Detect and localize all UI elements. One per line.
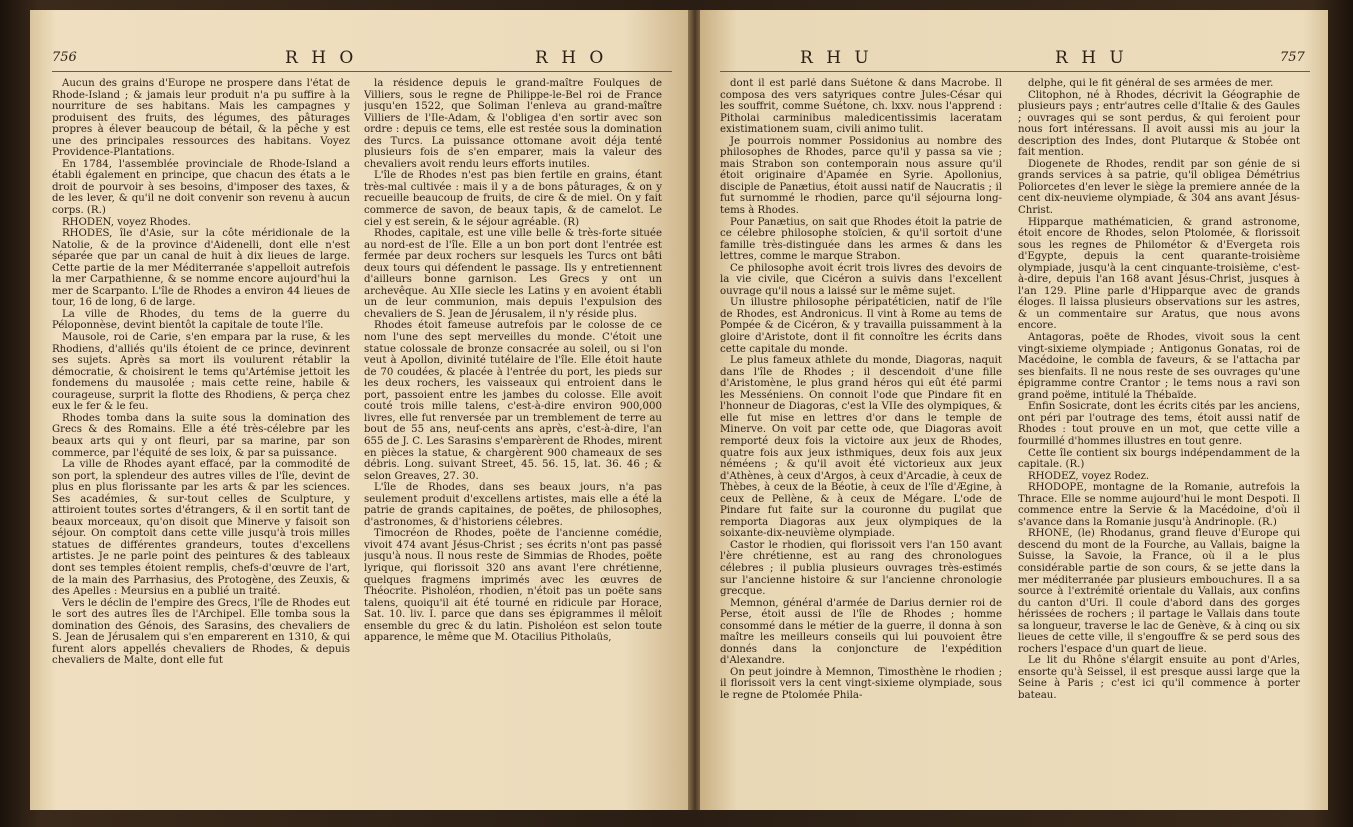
right-page-number: 757: [1280, 50, 1305, 65]
left-column-2: [364, 78, 662, 788]
paragraph: Rhodes étoit fameuse autrefois par le colosse de ce nom l'une des sept merveilles du monde. C'étoit une statue colossale de bronze consacrée au soleil, ou si l'on veut à Apollon, divinité tutélaire de l'île. Elle étoit haute de 70 coudées, & placée à l'entrée du port, les pieds sur les deux rochers, les vaisseaux qui entroient dans le port, passoient entre les jambes du colosse. Elle avoit couté trois mille talens, c'est-à-dire environ 900,000 livres, elle fut renversée par un tremblement de terre au bout de 55 ans, neuf-cents ans après, c'est-à-dire, l'an 655 de J. C. Les Sarasins s'emparèrent de Rhodes, mirent en pièces la statue, & chargèrent 900 chameaux de ses débris. Long. suivant Street, 45. 56. 15, lat. 36. 46 ; & selon Greaves, 27. 30.: [364, 320, 662, 482]
paragraph: L'île de Rhodes, dans ses beaux jours, n'a pas seulement produit d'excellens artistes, mais elle a été la patrie de grands capitaines, de poëtes, de philosophes, d'astronomes, & d'historiens célebres.: [364, 482, 662, 528]
right-running-head-1: R H U: [800, 48, 873, 68]
paragraph: Un illustre philosophe péripatéticien, natif de l'île de Rhodes, est Andronicus. Il vint à Rome au tems de Pompée & de Cicéron, & y travailla puissamment à la gloire d'Aristote, dont il fit connoître les écrits dans cette capitale du monde.: [720, 297, 1002, 355]
paragraph: Vers le déclin de l'empire des Grecs, l'île de Rhodes eut le sort des autres îles de l'Archipel. Elle tomba sous la domination des Génois, des Sarasins, des chevaliers de S. Jean de Jérusalem qui s'en emparerent en 1310, & qui furent alors appellés chevaliers de Rhodes, & depuis chevaliers de Malte, dont elle fut: [52, 597, 350, 667]
paragraph: Memnon, général d'armée de Darius dernier roi de Perse, étoit aussi de l'île de Rhodes ; homme consommé dans le métier de la guerre, il donna à son maître les meilleurs conseils qui lui pouvoient être donnés dans la conjoncture de l'expédition d'Alexandre.: [720, 597, 1002, 667]
paragraph: RHODEZ, voyez Rodez.: [1028, 470, 1150, 482]
paragraph: La ville de Rhodes ayant effacé, par la commodité de son port, la splendeur des autres villes de l'île, devint de plus en plus florissante par les arts & par les sciences. Ses académies, & sur-tout celles de Sculpture, y attiroient toutes sortes d'étrangers, & il en sortit tant de beaux morceaux, qu'on disoit que Minerve y faisoit son séjour. On comptoit dans cette ville jusqu'à trois milles statues de différentes grandeurs, toutes d'excellens artistes. Je ne parle point des peintures & des tableaux dont ses temples étoient remplis, chefs-d'œuvre de l'art, de la main des Parrhasius, des Protogène, des Zeuxis, & des Apelles : Meursius en a publié un traité.: [52, 459, 350, 598]
paragraph: Clitophon, né à Rhodes, décrivit la Géographie de plusieurs pays ; entr'autres celle d'Italie & des Gaules ; ouvrages qui se sont perdus, & qui feroient pour nous fort intéressans. Il avoit aussi mis au jour la description des Indes, dont Plutarque & Stobée ont fait mention.: [1018, 89, 1300, 159]
paragraph: Pour Panætius, on sait que Rhodes étoit la patrie de ce célebre philosophe stoïcien, & qu'il sortoit d'une famille très-distinguée dans les armes & dans les lettres, comme le marque Strabon.: [720, 216, 1002, 263]
left-page: [30, 10, 690, 810]
paragraph: Enfin Sosicrate, dont les écrits cités par les anciens, ont péri par l'outrage des tems, étoit aussi natif de Rhodes : tout prouve en un mot, que cette ville a fourmillé d'hommes illustres en tout genre.: [1018, 401, 1300, 447]
right-running-head-2: R H U: [1055, 48, 1128, 68]
right-column-2: [1018, 78, 1300, 788]
paragraph: En 1784, l'assemblée provinciale de Rhode-Island a établi également en principe, que chacun des états a le droit de pourvoir à ses besoins, d'imposer des taxes, & de les lever, & qu'il ne doit convenir son revenu à aucun corps. (R.): [52, 158, 350, 217]
left-running-head-1: R H O: [285, 48, 358, 68]
paragraph: Diogenete de Rhodes, rendit par son génie de si grands services à sa patrie, qu'il obligea Démétrius Poliorcetes d'en lever le siège la premiere année de la cent dix-neuvieme olympiade, & 304 ans avant Jésus-Christ.: [1018, 158, 1300, 217]
left-running-head-2: R H O: [535, 48, 608, 68]
paragraph: Hipparque mathématicien, & grand astronome, étoit encore de Rhodes, selon Ptolomée, & florissoit sous les regnes de Philométor & d'Evergeta rois d'Egypte, depuis la cent quarante-troisième olympiade, jusqu'à la cent cinquante-troisième, c'est-à-dire, depuis l'an 168 avant Jésus-Christ, jusques à l'an 129. Pline parle d'Hipparque avec de grands éloges. Il laissa plusieurs observations sur les astres, & un commentaire sur Aratus, que nous avons encore.: [1018, 216, 1300, 332]
paragraph: delphe, qui le fit général de ses armées de mer.: [1028, 78, 1274, 89]
paragraph: Rhodes tomba dans la suite sous la domination des Grecs & des Romains. Elle a été très-célebre par les beaux arts qui y ont fleuri, par sa marine, par son commerce, par l'équité de ses loix, & par sa puissance.: [52, 412, 350, 459]
paragraph: Le plus fameux athlete du monde, Diagoras, naquit dans l'île de Rhodes ; il descendoit d'une fille d'Aristomène, le plus grand héros qui eût été parmi les Messéniens. On connoit l'ode que Pindare fit en l'honneur de Diagoras, c'est la VIIe des olympiques, & elle fut mise en lettres d'or dans le temple de Minerve. On voit par cette ode, que Diagoras avoit remporté deux fois la victoire aux jeux de Rhodes, quatre fois aux jeux isthmiques, deux fois aux jeux néméens ; & qu'il avoit été victorieux aux jeux d'Athènes, à ceux d'Argos, à ceux d'Arcadie, à ceux de Thèbes, à ceux de la Béotie, à ceux de l'île d'Ægine, à ceux de Pellène, & à ceux de Mégare. L'ode de Pindare fut faite sur la couronne du pugilat que remporta Diagoras aux jeux olympiques de la soixante-dix-neuvième olympiade.: [720, 355, 1002, 540]
right-page: [700, 10, 1328, 810]
paragraph: On peut joindre à Memnon, Timosthène le rhodien ; il florissoit vers la cent vingt-sixieme olympiade, sous le regne de Ptolomée Phila-: [720, 666, 1002, 701]
paragraph: Je pourrois nommer Possidonius au nombre des philosophes de Rhodes, parce qu'il y passa sa vie ; mais Strabon son contemporain nous assure qu'il étoit originaire d'Apamée en Syrie. Apollonius, disciple de Panætius, étoit aussi natif de Naucratis ; il fut surnommé le rhodien, parce qu'il séjourna long-tems à Rhodes.: [720, 135, 1002, 217]
right-column-1: [720, 78, 1002, 788]
paragraph: Aucun des grains d'Europe ne prospere dans l'état de Rhode-Island ; & jamais leur produit n'a pu suffire à la nourriture de ses habitans. Mais les campagnes y produisent des fruits, des légumes, des pâturages propres à élever beaucoup de bétail, & la pêche y est une des principales ressources des habitans. Voyez Providence-Plantations.: [52, 78, 350, 159]
paragraph: L'île de Rhodes n'est pas bien fertile en grains, étant très-mal cultivée : mais il y a de bons pâturages, & on y recueille beaucoup de fruits, de cire & de miel. On y fait commerce de savon, de beaux tapis, & de camelot. Le ciel y est serein, & le séjour agréable. (R): [364, 170, 662, 228]
paragraph: Rhodes, capitale, est une ville belle & très-forte située au nord-est de l'île. Elle a un bon port dont l'entrée est fermée par deux rochers sur lesquels les Turcs ont bâti deux tours qui défendent le passage. Ils y entretiennent d'ailleurs bonne garnison. Les Grecs y ont un archevêque. Au XIIe siecle les Latins y en avoient établi un de leur communion, mais depuis l'expulsion des chevaliers de S. Jean de Jérusalem, il n'y réside plus.: [364, 228, 662, 320]
header-rule: [720, 71, 1310, 72]
paragraph: Le lit du Rhône s'élargit ensuite au pont d'Arles, ensorte qu'à Seissel, il est presque aussi large que la Seine à Paris ; c'est ici qu'il commence à porter bateau.: [1018, 655, 1300, 701]
paragraph: La ville de Rhodes, du tems de la guerre du Péloponnèse, devint bientôt la capitale de toute l'île.: [52, 308, 350, 332]
paragraph: RHODOPE, montagne de la Romanie, autrefois la Thrace. Elle se nomme aujourd'hui le mont Despoti. Il commence entre la Servie & la Macédoine, d'où il s'avance dans la Romanie jusqu'à Andrinople. (R.): [1018, 482, 1300, 528]
left-column-1: [52, 78, 350, 788]
left-page-number: 756: [52, 50, 77, 65]
header-rule: [52, 71, 672, 72]
paragraph: Castor le rhodien, qui florissoit vers l'an 150 avant l'ère chrétienne, est au rang des chronologues célebres ; il publia plusieurs ouvrages très-estimés sur l'ancienne histoire & sur l'ancienne chronologie grecque.: [720, 539, 1002, 598]
paragraph: dont il est parlé dans Suétone & dans Macrobe. Il composa des vers satyriques contre Jules-César qui les souffrit, comme Suétone, ch. lxxv. nous l'apprend : Pitholai carminibus maledicentissimis laceratam existimationem suam, civili animo tulit.: [720, 78, 1002, 136]
paragraph: Antagoras, poëte de Rhodes, vivoit sous la cent vingt-sixieme olympiade ; Antigonus Gonatas, roi de Macédoine, le combla de faveurs, & se l'attacha par ses bienfaits. Il ne nous reste de ses ouvrages qu'une épigramme contre Crantor ; le tems nous a ravi son grand poëme, intitulé la Thébaïde.: [1018, 332, 1300, 401]
paragraph: RHODEN, voyez Rhodes.: [62, 216, 191, 228]
paragraph: Cette île contient six bourgs indépendamment de la capitale. (R.): [1018, 447, 1300, 471]
paragraph: Ce philosophe avoit écrit trois livres des devoirs de la vie civile, que Cicéron a suivis dans l'excellent ouvrage qu'il nous a laissé sur le même sujet.: [720, 262, 1002, 297]
paragraph: la résidence depuis le grand-maître Foulques de Villiers, sous le regne de Philippe-le-Bel roi de France jusqu'en 1522, que Soliman l'enleva au grand-maître Villiers de l'Ile-Adam, & l'obligea d'en sortir avec son ordre : depuis ce tems, elle est restée sous la domination des Turcs. La puissance ottomane avoit déja tenté plusieurs fois de s'en emparer, mais la valeur des chevaliers avoit rendu leurs efforts inutiles.: [364, 78, 662, 170]
paragraph: Mausole, roi de Carie, s'en empara par la ruse, & les Rhodiens, d'alliés qu'ils étoient de ce prince, devinrent ses sujets. Après sa mort ils voulurent rétablir la démocratie, & choisirent le tems qu'Artémise jettoit les fondemens du mausolée ; mais cette reine, habile & courageuse, surprit la flotte des Rhodiens, & perça chez eux le fer & le feu.: [52, 332, 350, 413]
paragraph: RHODES, île d'Asie, sur la côte méridionale de la Natolie, & de la province d'Aidenelli, dont elle n'est séparée que par un canal de huit à dix lieues de large. Cette partie de la mer Méditerranée s'appelloit autrefois la mer Carpathienne, & se nomme encore aujourd'hui la mer de Scarpanto. L'île de Rhodes a environ 44 lieues de tour, 16 de long, 6 de large.: [52, 228, 350, 309]
paragraph: RHONE, (le) Rhodanus, grand fleuve d'Europe qui descend du mont de la Fourche, au Vallais, baigne la Suisse, la Savoie, la France, où il a le plus considérable partie de son cours, & se jette dans la mer méditerranée par plusieurs embouchures. Il a sa source à l'extrémité orientale du Vallais, aux confins du canton d'Uri. Il coule d'abord dans des gorges hérissées de rochers ; il partage le Vallais dans toute sa longueur, traverse le lac de Genève, & à cinq ou six lieues de cette ville, il s'engouffre & se perd sous des rochers l'espace d'un quart de lieue.: [1018, 528, 1300, 655]
paragraph: Timocréon de Rhodes, poëte de l'ancienne comédie, vivoit 474 avant Jésus-Christ ; ses écrits n'ont pas passé jusqu'à nous. Il nous reste de Simmias de Rhodes, poëte lyrique, qui florissoit 320 ans avant l'ere chrétienne, quelques fragmens imprimés avec les œuvres de Théocrite. Pisholéon, rhodien, n'étoit pas un poëte sans talens, quoiqu'il ait été tourné en ridicule par Horace, Sat. 10. liv. I. parce que dans ses épigrammes il mêloit ensemble du grec & du latin. Pisholéon est selon toute apparence, le même que M. Otacilius Pitholaüs,: [364, 528, 662, 644]
